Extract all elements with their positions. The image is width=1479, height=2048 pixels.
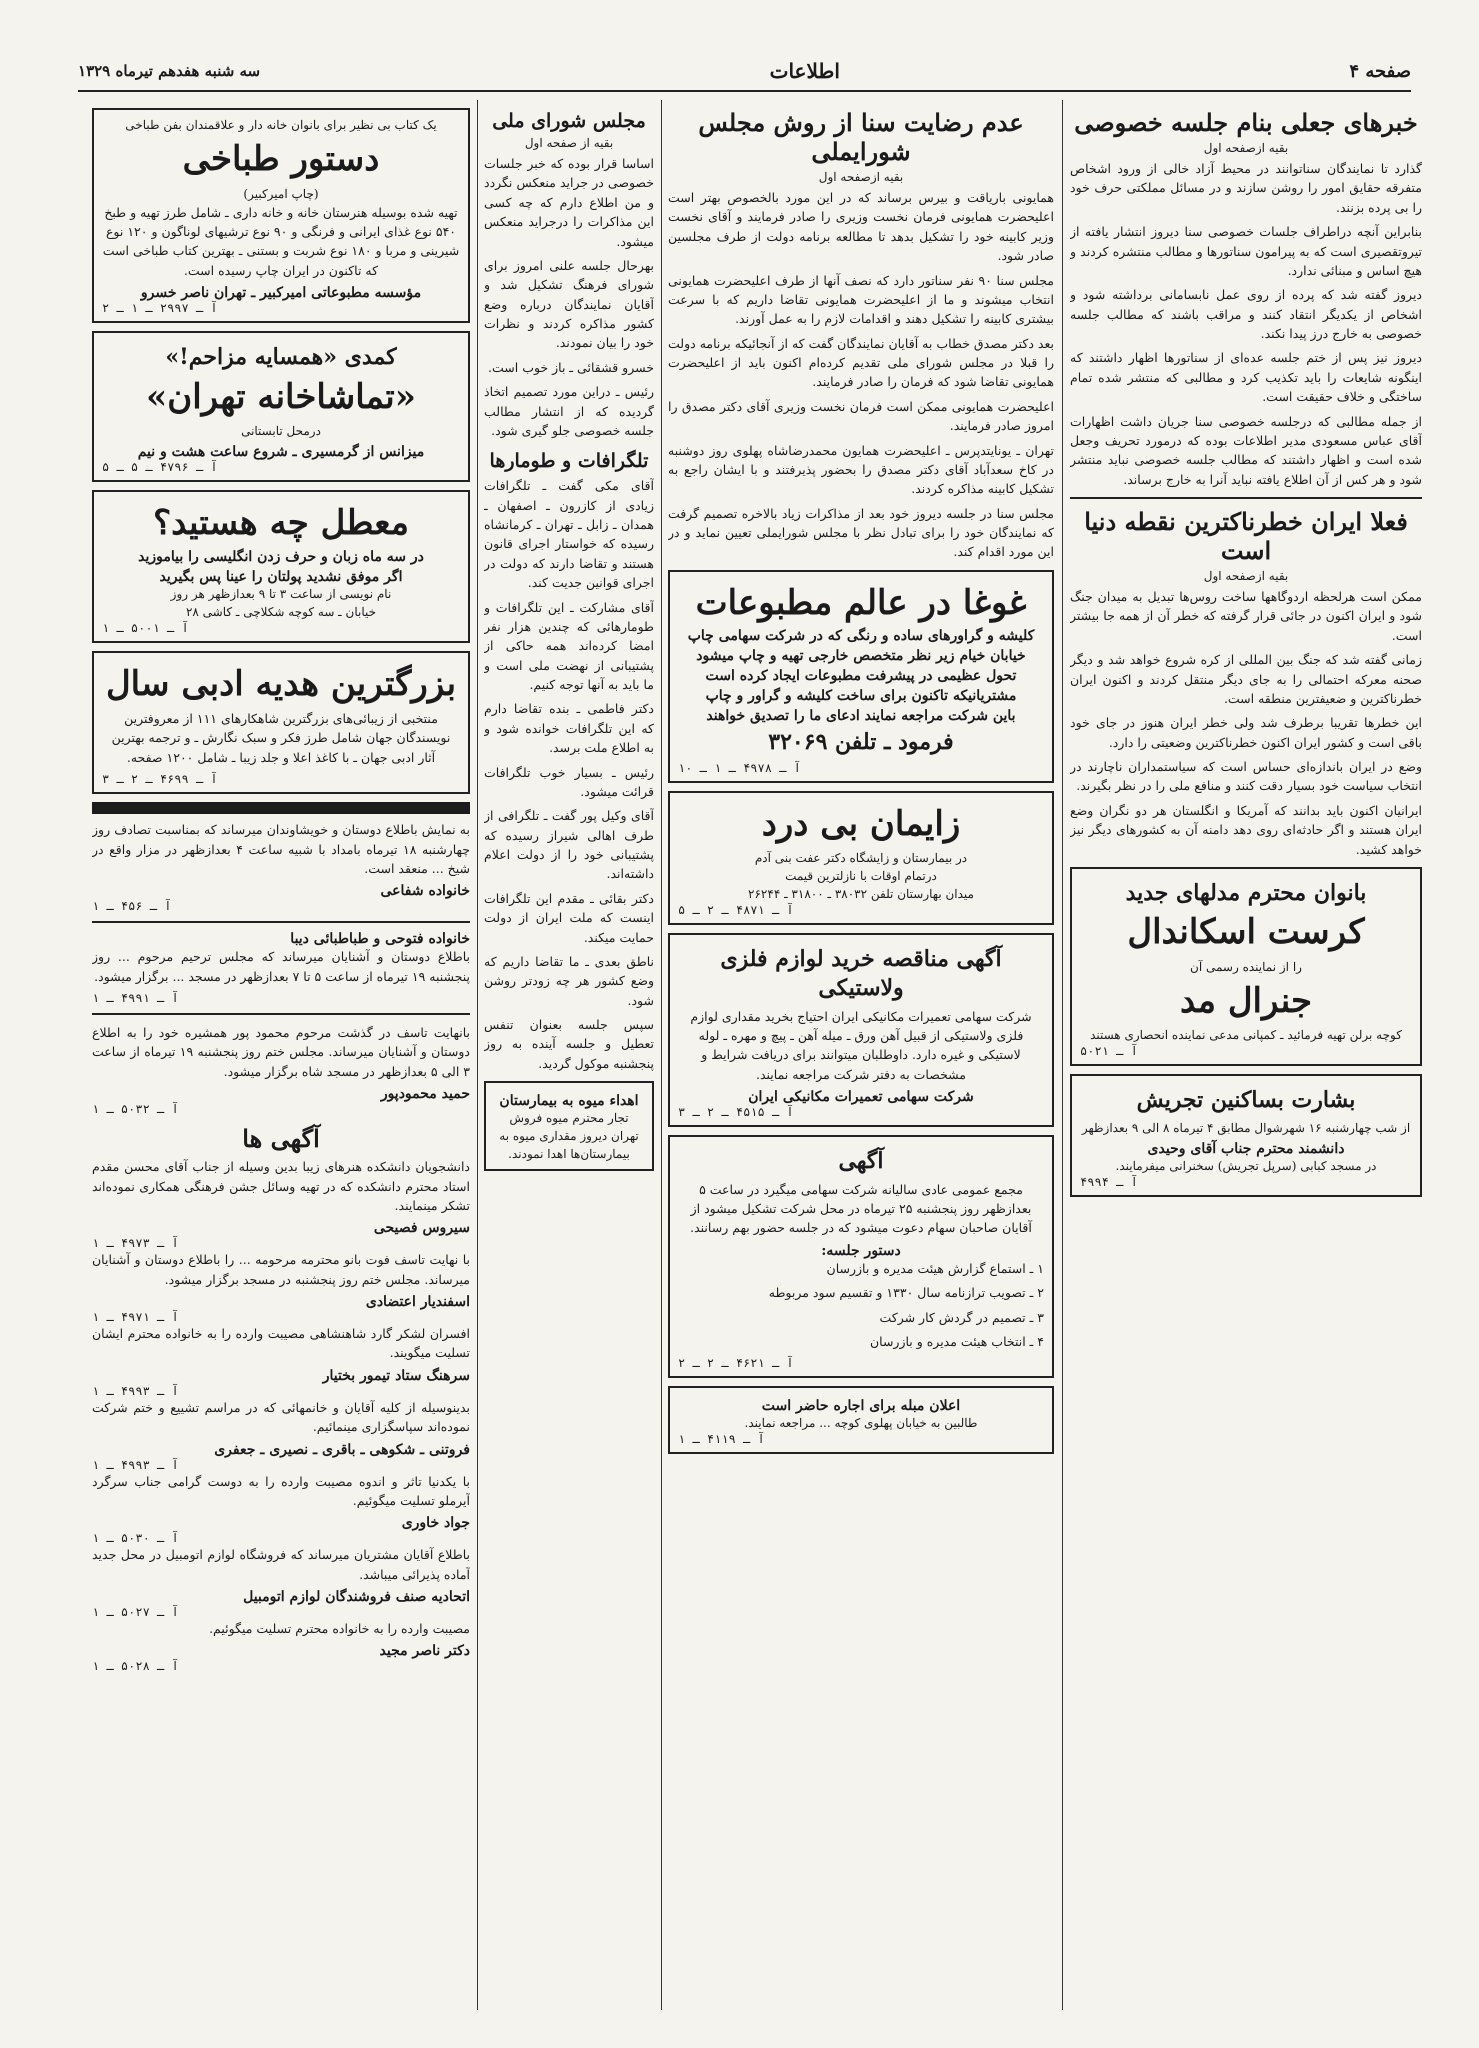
ad-code: آ ـ ۴۹۹۳ ـ ۱ — [92, 1383, 179, 1398]
maternity-ad — [668, 791, 1054, 926]
article-paragraph: دیروز گفته شد که پرده از روی عمل نابسامانی برداشته شود و اشخاص از یکدیگر انتقاد کنند و مراقب باشند که مطالب جلسه خصوصی به خارج درز پیدا نکند. — [1070, 287, 1422, 341]
notice-signature: دکتر ناصر مجید — [379, 1643, 470, 1660]
notice-body: افسران لشکر گارد شاهنشاهی مصیبت وارده را به خانواده محترم ایشان تسلیت میگویند. — [92, 1326, 470, 1361]
article-paragraph: ایرانیان اکنون باید بدانند که آمریکا و انگلستان هر دو نگران وضع ایران هستند و اگر حادثه‌ای روی دهد دامنه آن به کشورهای دیگر نیز خواهد کشید. — [1070, 802, 1422, 857]
ad-line: میدان بهارستان تلفن ۳۸۰۳۲ ـ ۳۱۸۰۰ ـ ۲۶۲۴۴ — [748, 887, 974, 902]
ad-line: درتمام اوقات با نازلترین قیمت — [785, 869, 937, 884]
ad-headline: بشارت بساکنین تجریش — [1136, 1087, 1356, 1114]
ad-code: آ ـ ۵۰۳۲ ـ ۱ — [92, 1102, 179, 1117]
corset-ad — [1070, 867, 1422, 1067]
article-paragraph: بنابراین آنچه دراطراف جلسات خصوصی سنا دیروز انتشار یافته از تیروتقصیری است که به پیرامون سناتورها و مطالب منتشره کردند و هیچ اساس و مبنائی ندارد. — [1070, 224, 1422, 278]
ad-code: آ ـ ۵۰۲۷ ـ ۱ — [92, 1605, 179, 1620]
article-paragraph: آقای مشارکت ـ این تلگرافات و طومارهائی که چندین هزار نفر امضا کرده‌اند همه حاکی از پشتیبانی از نهضت ملی است و ما باید به آنها توجه کنیم. — [484, 599, 654, 692]
ad-headline: اعلان مبله برای اجاره حاضر است — [761, 1398, 961, 1415]
subheading: تلگرافات و طومارها — [489, 450, 649, 473]
article-title: مجلس شورای ملی — [492, 110, 646, 132]
ad-signature: مؤسسه مطبوعاتی امیرکبیر ـ تهران ناصر خسرو — [140, 285, 422, 301]
article-paragraph: این خطرها تقریبا برطرف شد ولی خطر ایران هنوز در جای خود باقی است و کشور ایران اکنون خطرناکترین وضعیتی را دارد. — [1070, 715, 1422, 750]
column-3 — [484, 100, 654, 2010]
page-number: صفحه ۴ — [1349, 60, 1411, 82]
article-paragraph: زمانی گفته شد که جنگ بین المللی از کره شروع خواهد شد و دیگر صحنه معرکه احتمالی را به جای دیگر منتقل کردند و اکنون ایران خطرناکترین و ضعیفترین منطقه است. — [1070, 652, 1422, 706]
article-paragraph: رئیس ـ دراین مورد تصمیم اتخاذ گردیده که از انتشار مطالب جلسه خصوصی جلو گیری شود. — [484, 384, 654, 438]
ad-body: منتخبی از زیبائی‌های بزرگترین شاهکارهای ۱۱۱ از معروفترین نویسندگان جهان شامل طرز فکر و سبک نگارش ـ و ترجمه بهترین آثار ادبی جهان ـ با کاغذ اعلا و جلد زیبا ـ شامل ۱۲۰۰ صفحه. — [111, 711, 451, 765]
article-paragraph: سپس جلسه بعنوان تنفس تعطیل و جلسه آینده به روز پنجشنبه موکول گردید. — [484, 1017, 654, 1071]
divider — [1070, 497, 1422, 499]
ad-line: از شب چهارشنبه ۱۶ شهرشوال مطابق ۴ تیرماه ۸ الی ۹ بعدازظهر — [1081, 1121, 1411, 1136]
ad-code: آ ـ ۵۰۳۰ ـ ۱ — [92, 1531, 179, 1546]
agenda-item: ۲ ـ تصویب ترازنامه سال ۱۳۳۰ و تقسیم سود مربوطه — [768, 1285, 1044, 1301]
notice-signature: خانواده شفاعی — [380, 883, 470, 900]
ad-body: طالبین به خیابان پهلوی کوچه ... مراجعه نمایند. — [744, 1416, 978, 1431]
ad-line: نام نویسی از ساعت ۳ تا ۹ بعدازظهر هر روز — [170, 586, 392, 601]
ad-code: آ ـ ۴۱۱۹ ـ ۱ — [678, 1432, 765, 1447]
article-paragraph: از جمله مطالبی که درجلسه خصوصی سنا جریان داشت اظهارات آقای عباس مسعودی مدیر اطلاعات بوده که درمورد تحریف وجعل شده است و اظهار داشتند که مطالب جلسه خصوصی نباید منتشر شود و هر کس از آن اطلاع یافته نباید آنرا به خارج برساند. — [1070, 413, 1422, 487]
agenda-item: ۴ ـ انتخاب هیئت مدیره و بازرسان — [869, 1333, 1044, 1349]
ad-code: آ ـ ۴۵۶ ـ ۱ — [92, 899, 172, 914]
ad-line: کمدی «همسایه مزاحم!» — [165, 344, 397, 370]
tender-ad — [668, 933, 1054, 1127]
ad-line: درمحل تابستانی — [241, 424, 321, 439]
notice-signature: سرهنگ ستاد تیمور بختیار — [322, 1367, 470, 1384]
ad-line: خیابان خیام زیر نظر متخصص خارجی تهیه و چاپ میشود — [696, 648, 1026, 665]
ad-line: در مسجد کبابی (سرپل تجریش) سخنرانی میفرمایند. — [1115, 1159, 1377, 1174]
theater-ad — [92, 331, 470, 482]
notice-title: خانواده فتوحی و طباطبائی دیبا — [290, 931, 470, 948]
page-header — [78, 52, 1411, 92]
ad-code: آ ـ ۴۵۱۵ ـ ۲ ـ ۳ — [678, 1105, 794, 1120]
issue-date: سه شنبه هفدهم تیرماه ۱۳۲۹ — [78, 62, 261, 80]
notice-signature: اسفندیار اعتضادی — [365, 1294, 470, 1311]
notice-body: بدینوسیله از کلیه آقایان و خانمهائی که در مراسم تشییع و ختم شرکت نموده‌اند سپاسگزاری مینمائیم. — [92, 1399, 470, 1435]
ad-code: آ ـ ۵۰۰۱ ـ ۱ — [102, 620, 189, 635]
meeting-ad — [668, 1135, 1054, 1378]
article-paragraph: ناطق بعدی ـ ما تقاضا داریم که وضع کشور هر چه زودتر روشن شود. — [484, 953, 654, 1008]
article-paragraph: آقای وکیل پور گفت ـ تلگرافی از طرف اهالی شیراز رسیده که پشتیبانی خود را از دولت اعلام داشته‌اند. — [484, 808, 654, 882]
ad-line: تحول عظیمی در پیشرفت مطبوعات ایجاد کرده است — [705, 668, 1017, 685]
notice-body: باطلاع آقایان مشتریان میرساند که فروشگاه لوازم اتومبیل در محل جدید آماده پذیرائی میباشد. — [92, 1547, 470, 1582]
continuation-note: بقیه ازصفحه اول — [818, 170, 904, 184]
ad-code: آ ـ ۴۷۹۶ ـ ۵ ـ ۵ — [102, 460, 218, 475]
ad-line: میزانس از گرمسیری ـ شروع ساعت هشت و نیم — [137, 444, 425, 461]
divider — [92, 802, 470, 814]
ad-line: کوچه برلن تهیه فرمائید ـ کمپانی مدعی نماینده انحصاری هستند — [1090, 1028, 1402, 1043]
section-title: آگهی ها — [242, 1124, 320, 1154]
article-paragraph: اعلیحضرت همایونی ممکن است فرمان نخست وزیری آقای دکتر مصدق را امروز صادر فرمایند. — [668, 398, 1054, 434]
literary-gift-ad — [92, 651, 470, 795]
tajrish-ad — [1070, 1074, 1422, 1197]
ad-headline: معطل چه هستید؟ — [153, 503, 409, 544]
notice-signature: سیروس فصیحی — [373, 1220, 470, 1237]
ad-code: آ ـ ۵۰۲۱ — [1080, 1044, 1138, 1059]
notice-body: با نهایت تاسف فوت بانو محترمه مرحومه ... را باطلاع دوستان و آشنایان میرساند. مجلس ختم روز پنجشنبه در مسجد برگزار میشود. — [92, 1252, 470, 1287]
ad-code: آ ـ ۴۹۹۴ — [1080, 1175, 1138, 1190]
article-title: خبرهای جعلی بنام جلسه خصوصی — [1074, 108, 1418, 137]
article-paragraph: بهرحال جلسه علنی امروز برای شورای فرهنگ تشکیل شد و آقایان نمایندگان درباره وضع کشور مذاکره کردند و نظرات خود را بیان نمودند. — [484, 257, 654, 351]
article-title: فعلا ایران خطرناکترین نقطه دنیا است — [1084, 507, 1408, 565]
article-paragraph: مجلس سنا ۹۰ نفر سناتور دارد که نصف آنها از طرف اعلیحضرت همایونی انتخاب میشوند و ما از اعلیحضرت همایونی تقاضا داریم که با سرعت بیشتری کابینه را تشکیل دهند و اقدامات لازم را به عمل آورند. — [668, 272, 1054, 327]
continuation-note: بقیه از صفحه اول — [524, 136, 614, 150]
ad-line: اگر موفق نشدید پولتان را عینا پس بگیرید — [159, 568, 403, 585]
notice-body: دانشجویان دانشکده هنرهای زیبا بدین وسیله از جناب آقای محسن مقدم استاد محترم دانشکده که در تهیه وسائل جشن فرهنگی همکاری نموده‌اند تشکر مینمایند. — [92, 1159, 470, 1213]
agenda-title: دستور جلسه: — [821, 1242, 901, 1259]
ad-code: آ ـ ۵۰۲۸ ـ ۱ — [92, 1659, 179, 1674]
column-4 — [92, 100, 470, 2010]
ad-signature: شرکت سهامی تعمیرات مکانیکی ایران — [748, 1089, 974, 1106]
masthead: اطلاعات — [769, 59, 840, 83]
ad-line: در سه ماه زبان و حرف زدن انگلیسی را بیاموزید — [138, 548, 424, 565]
agenda-item: ۳ ـ تصمیم در گردش کار شرکت — [879, 1309, 1044, 1325]
ad-headline: آگهی — [838, 1148, 884, 1175]
english-course-ad — [92, 490, 470, 643]
notice-body: به نمایش باطلاع دوستان و خویشاوندان میرساند که بمناسبت تصادف روز چهارشنبه ۱۸ تیرماه بامداد با شبیه ساعت ۴ بعدازظهر در مزار واقع در شیخ ... منعقد است. — [92, 822, 470, 876]
ad-headline: اهداء میوه به بیمارستان — [499, 1093, 639, 1110]
ad-code: آ ـ ۴۸۷۱ ـ ۲ ـ ۵ — [678, 903, 794, 918]
ad-headline: جنرال مد — [1179, 980, 1313, 1021]
ad-code: آ ـ ۲۹۹۷ ـ ۱ ـ ۲ — [102, 301, 218, 315]
article-paragraph: گذارد تا نمایندگان سناتوانند در محیط آزاد خالی از ورود اشخاص متفرقه حقایق امور را روشن سازند و در مسائل مملکتی حرف خود را بی پرده بزنند. — [1070, 161, 1422, 215]
notice-body: بانهایت تاسف در گذشت مرحوم محمود پور همشیره خود را به اطلاع دوستان و آشنایان میرساند. مجلس ختم روز پنجشنبه ۱۹ تیرماه از ساعت ۳ الی ۵ بعدازظهر در مسجد شاه برگزار میشود. — [92, 1025, 470, 1079]
article-paragraph: اساسا قرار بوده که خبر جلسات خصوصی در جراید منعکس نگردد و من اطلاع دارم که چه کسی این مذاکرات را درجراید منعکس میشود. — [484, 156, 654, 249]
ad-body: تجار محترم میوه فروش تهران دیروز مقداری میوه به بیمارستان‌ها اهدا نمودند. — [499, 1111, 639, 1162]
notice-signature: حمید محمودپور — [380, 1086, 470, 1103]
printing-ad — [668, 570, 1054, 783]
ad-line: در بیمارستان و زایشگاه دکتر عفت بنی آدم — [754, 851, 968, 866]
ad-headline: آگهی مناقصه خرید لوازم فلزی ولاستیکی — [720, 946, 1002, 1001]
ad-code: آ ـ ۴۹۹۱ ـ ۱ — [92, 991, 179, 1006]
ad-body: شرکت سهامی تعمیرات مکانیکی ایران احتیاج بخرید مقداری لوازم فلزی ولاستیکی از قبیل آهن ورق ـ میله آهن ـ پیچ و مهره ـ لوله لاستیکی و غیره دارد. داوطلبان میتوانند برای دریافت شرایط و مشخصات به دفتر شرکت مراجعه نمایند. — [690, 1008, 1032, 1082]
ad-code: آ ـ ۴۹۷۱ ـ ۱ — [92, 1310, 179, 1325]
ad-line: باین شرکت مراجعه نمایند ادعای ما را تصدیق خواهند — [706, 708, 1016, 725]
column-1 — [1070, 100, 1422, 2010]
divider — [92, 921, 470, 923]
article-paragraph: مجلس سنا در جلسه دیروز خود بعد از مذاکرات زیاد بالاخره تصمیم گرفت که نمایندگان خود را برای تبادل نظر با مجلس شورایملی تعیین نماید و در این مورد اقدام کند. — [668, 505, 1054, 560]
article-paragraph: دیروز نیز پس از ختم جلسه عده‌ای از سناتورها اظهار داشتند که اینگونه شایعات را باید تکذیب کرد و مطالبی که منتشر شده تمام ساختگی و خلاف حقیقت است. — [1070, 350, 1422, 405]
ad-body: تهیه شده بوسیله هنرستان خانه و خانه داری ـ شامل طرز تهیه و طبخ ۵۴۰ نوع غذای ایرانی و فرنگی و ۹۰ نوع ترشیهای لوناگون و ۱۲۰ نوع شیرینی و مربا و ۱۸۰ نوع شربت و بستنی ـ بهترین کتاب طباخی است که تاکنون در ایران چاپ رسیده است. — [102, 204, 460, 278]
ad-line: فرمود ـ تلفن ۳۲۰۶۹ — [768, 729, 954, 756]
notice-body: باطلاع دوستان و آشنایان میرساند که مجلس ترحیم مرحوم ... روز پنجشنبه ۱۹ تیرماه از ساعت ۵ تا ۷ بعدازظهر در مسجد ... برگزار میشود. — [92, 949, 470, 984]
ad-code: آ ـ ۴۹۷۳ ـ ۱ — [92, 1236, 179, 1251]
article-paragraph: خسرو قشقائی ـ باز خوب است. — [488, 359, 654, 375]
article-paragraph: رئیس ـ بسیار خوب تلگرافات قرائت میشود. — [484, 764, 654, 799]
article-paragraph: دکتر بقائی ـ مقدم این تلگرافات اینست که ملت ایران از دولت حمایت میکند. — [484, 890, 654, 945]
notice-signature: جواد خاوری — [401, 1515, 470, 1532]
cookbook-ad — [92, 108, 470, 323]
ad-headline: دستور طباخی — [182, 139, 380, 179]
article-paragraph: همایونی باریاقت و بیرس برساند که در این مورد بالخصوص بهتر است اعلیحضرت همایونی فرمان نخست وزیری را صادر فرمایند و آقای نخست وزیر کابینه خود را تشکیل بدهد تا مطالعه برنامه دولت از طرف مجلسین صادر شود. — [668, 190, 1054, 264]
article-paragraph: بعد دکتر مصدق خطاب به آقایان نمایندگان گفت که از آنجائیکه برنامه دولت را قبلا در مجلس شورای ملی تقدیم کرده‌ام اکنون باید از اعلیحضرت همایونی تقاضا شود که فرمان را صادر فرمایند. — [668, 335, 1054, 390]
ad-headline: زایمان بی درد — [761, 803, 961, 844]
ad-line: کلیشه و گراورهای ساده و رنگی که در شرکت سهامی چاپ — [687, 628, 1035, 645]
ad-line: خیابان ـ سه کوچه شکلاچی ـ کاشی ۲۸ — [185, 604, 377, 619]
ad-code: آ ـ ۴۶۲۱ ـ ۲ ـ ۲ — [678, 1356, 794, 1371]
ad-headline: بزرگترین هدیه ادبی سال — [105, 663, 457, 704]
ad-line: دانشمند محترم جناب آقای وحیدی — [1147, 1141, 1345, 1158]
notice-signature: اتحادیه صنف فروشندگان لوازم اتومبیل — [243, 1589, 470, 1606]
notice-body: مصیبت وارده را به خانواده محترم تسلیت میگوئیم. — [209, 1621, 470, 1637]
article-paragraph: دکتر فاطمی ـ بنده تقاضا دارم که این تلگرافات خوانده شود و به اطلاع ملت برسد. — [484, 701, 654, 756]
column-2 — [668, 100, 1054, 2010]
ad-headline: «تماشاخانه تهران» — [145, 376, 417, 417]
notice-body: با یکدنیا تاثر و اندوه مصیبت وارده را به دوست گرامی جناب سرگرد آیرملو تسلیت میگوئیم. — [92, 1473, 470, 1508]
continuation-note: بقیه ازصفحه اول — [1203, 569, 1289, 583]
ad-line: (چاپ امیرکبیر) — [243, 186, 319, 201]
ad-headline: کرست اسکاندال — [1127, 912, 1365, 953]
fruit-donation-box — [484, 1081, 654, 1171]
ad-code: آ ـ ۴۹۹۳ ـ ۱ — [92, 1457, 179, 1472]
column-rule — [661, 100, 662, 2010]
notice-signature: فروتنی ـ شکوهی ـ باقری ـ نصیری ـ جعفری — [214, 1441, 470, 1458]
article-paragraph: وضع در ایران باندازه‌ای حساس است که سیاستمداران ناچارند در انتخاب سیاست خود بسیار دقت کنند و منافع ملی را در نظر بگیرند. — [1070, 759, 1422, 794]
article-paragraph: تهران ـ یونایتدپرس ـ اعلیحضرت همایون محمدرضاشاه پهلوی روز دوشنبه در کاخ سعدآباد آقای دکتر مصدق را بحضور پذیرفتند و با ایشان راجع به تشکیل کابینه مذاکره کردند. — [668, 442, 1054, 497]
ad-line: یک کتاب بی نظیر برای بانوان خانه دار و علاقمندان بفن طباخی — [125, 118, 437, 132]
divider — [92, 1013, 470, 1015]
article-paragraph: ممکن است هرلحظه اردوگاهها ساخت روس‌ها تبدیل به میدان جنگ شود و ایران اکنون در جائی قرار گرفته که خطر آن از همه جا بیشتر است. — [1070, 589, 1422, 643]
article-paragraph: آقای مکی گفت ـ تلگرافات زیادی از کازرون ـ اصفهان ـ همدان ـ زابل ـ تهران ـ کرمانشاه رسیده که خواستار اجرای قانون هستند و تقاضا دارند که دولت در اجرای قوانین جدیت کند. — [484, 478, 654, 591]
ad-code: آ ـ ۴۹۷۸ ـ ۱ ـ ۱۰ — [678, 760, 801, 775]
ad-line: را از نماینده رسمی آن — [1190, 959, 1302, 974]
column-rule — [477, 100, 478, 2010]
ad-headline: غوغا در عالم مطبوعات — [695, 582, 1027, 623]
ad-line: بانوان محترم مدلهای جدید — [1125, 879, 1367, 906]
ad-body: مجمع عمومی عادی سالیانه شرکت سهامی میگیرد در ساعت ۵ بعدازظهر روز پنجشنبه ۲۵ تیرماه در محل شرکت تشکیل میشود از آقایان صاحبان سهام دعوت میشود که در جلسه حضور بهم رسانند. — [690, 1181, 1032, 1236]
article-title: عدم رضایت سنا از روش مجلس شورایملی — [698, 108, 1024, 166]
rent-ad — [668, 1386, 1054, 1454]
ad-line: مشتریانیکه تاکنون برای ساخت کلیشه و گراور و چاپ — [705, 688, 1017, 705]
agenda-item: ۱ ـ استماع گزارش هیئت مدیره و بازرسان — [826, 1260, 1044, 1276]
column-rule — [1062, 100, 1063, 2010]
ad-code: آ ـ ۴۶۹۹ ـ ۲ ـ ۳ — [102, 772, 218, 787]
continuation-note: بقیه ازصفحه اول — [1203, 141, 1289, 155]
